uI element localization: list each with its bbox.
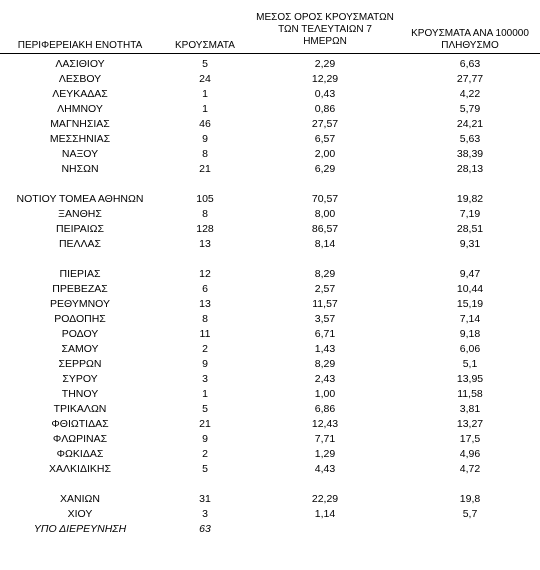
per100k-cell: 13,95 (456, 373, 484, 385)
per100k-cell: 6,63 (459, 58, 481, 70)
header-cases-per-100k (400, 28, 540, 52)
average-cell: 1,43 (314, 343, 336, 355)
average-cell: 8,29 (314, 358, 336, 370)
average-cell: 6,71 (314, 328, 336, 340)
per100k-cell: 4,72 (459, 463, 481, 475)
region-cell: ΜΕΣΣΗΝΙΑΣ (49, 133, 111, 145)
average-cell: 3,57 (314, 313, 336, 325)
cases-cell: 128 (196, 223, 214, 235)
region-cell: ΤΡΙΚΑΛΩΝ (53, 403, 107, 415)
cases-cell: 105 (196, 193, 214, 205)
table-row (0, 162, 540, 177)
cases-cell: 5 (202, 463, 208, 475)
header-avg-line-2: ΤΩΝ ΤΕΛΕΥΤΑΙΩΝ 7 (278, 24, 372, 35)
region-cell: ΣΕΡΡΩΝ (58, 358, 102, 370)
per100k-cell: 9,18 (459, 328, 481, 340)
cases-cell: 13 (199, 298, 211, 310)
cases-cell: 1 (202, 103, 208, 115)
table-row (0, 447, 540, 462)
per100k-cell: 13,27 (456, 418, 484, 430)
average-cell: 0,86 (314, 103, 336, 115)
table-row (0, 102, 540, 117)
table-row (0, 87, 540, 102)
region-cell: ΦΛΩΡΙΝΑΣ (52, 433, 108, 445)
cases-cell: 8 (202, 148, 208, 160)
per100k-cell: 28,13 (456, 163, 484, 175)
table-row (0, 57, 540, 72)
region-cell: ΠΕΙΡΑΙΩΣ (56, 223, 104, 235)
cases-cell: 3 (202, 508, 208, 520)
cases-cell: 8 (202, 208, 208, 220)
per100k-cell: 3,81 (459, 403, 481, 415)
average-cell: 2,29 (314, 58, 336, 70)
cases-cell: 1 (202, 388, 208, 400)
cases-cell: 9 (202, 133, 208, 145)
cases-cell: 31 (199, 493, 211, 505)
header-divider (0, 53, 540, 54)
average-cell: 1,00 (314, 388, 336, 400)
average-cell: 2,00 (314, 148, 336, 160)
cases-cell: 63 (199, 523, 211, 535)
cases-cell: 5 (202, 58, 208, 70)
region-cell: ΝΟΤΙΟΥ ΤΟΜΕΑ ΑΘΗΝΩΝ (16, 193, 144, 205)
cases-cell: 9 (202, 358, 208, 370)
cases-cell: 21 (199, 418, 211, 430)
per100k-cell: 27,77 (456, 73, 484, 85)
average-cell: 2,57 (314, 283, 336, 295)
per100k-cell: 5,63 (459, 133, 481, 145)
table-row (0, 207, 540, 222)
region-cell: ΦΩΚΙΔΑΣ (56, 448, 104, 460)
average-cell: 11,57 (312, 298, 338, 310)
region-cell: ΠΡΕΒΕΖΑΣ (52, 283, 108, 295)
table-header (0, 0, 540, 56)
cases-cell: 1 (202, 88, 208, 100)
region-cell: ΣΑΜΟΥ (61, 343, 99, 355)
average-cell: 8,14 (314, 238, 336, 250)
table-row (0, 342, 540, 357)
region-cell: ΦΘΙΩΤΙΔΑΣ (51, 418, 109, 430)
average-cell: 12,29 (311, 73, 339, 85)
region-cell: ΛΑΣΙΘΙΟΥ (55, 58, 105, 70)
per100k-cell: 10,44 (456, 283, 484, 295)
table-row (0, 147, 540, 162)
table-row (0, 462, 540, 477)
header-avg-line-1: ΜΕΣΟΣ ΟΡΟΣ ΚΡΟΥΣΜΑΤΩΝ (256, 12, 394, 23)
table-row (0, 357, 540, 372)
header-cases: ΚΡΟΥΣΜΑΤΑ (175, 40, 235, 51)
average-cell: 8,00 (314, 208, 336, 220)
header-seven-day-average (250, 12, 400, 48)
average-cell: 70,57 (311, 193, 339, 205)
average-cell: 0,43 (314, 88, 336, 100)
average-cell: 1,29 (314, 448, 336, 460)
average-cell: 1,14 (314, 508, 336, 520)
region-cell: ΧΑΛΚΙΔΙΚΗΣ (49, 463, 111, 475)
cases-cell: 2 (202, 448, 208, 460)
cases-cell: 46 (199, 118, 211, 130)
cases-cell: 12 (199, 268, 211, 280)
per100k-cell: 15,19 (456, 298, 484, 310)
per100k-cell: 4,96 (459, 448, 481, 460)
header-per100k-line-2: ΠΛΗΘΥΣΜΟ (441, 40, 499, 51)
cases-cell: 9 (202, 433, 208, 445)
table-row (0, 507, 540, 522)
table-row (0, 387, 540, 402)
per100k-cell: 9,31 (459, 238, 481, 250)
per100k-cell: 17,5 (459, 433, 481, 445)
cases-cell: 11 (199, 328, 211, 340)
average-cell: 8,29 (314, 268, 336, 280)
cases-cell: 2 (202, 343, 208, 355)
average-cell: 22,29 (311, 493, 339, 505)
region-cell: ΧΑΝΙΩΝ (60, 493, 100, 505)
average-cell: 6,86 (314, 403, 336, 415)
table-row (0, 327, 540, 342)
region-cell: ΡΟΔΟΠΗΣ (54, 313, 106, 325)
table-row (0, 492, 540, 507)
table-row (0, 432, 540, 447)
region-cell: ΡΕΘΥΜΝΟΥ (49, 298, 110, 310)
region-cell: ΛΕΣΒΟΥ (58, 73, 102, 85)
table-row (0, 372, 540, 387)
cases-cell: 8 (202, 313, 208, 325)
table-row (0, 222, 540, 237)
region-cell: ΣΥΡΟΥ (62, 373, 98, 385)
cases-cell: 24 (199, 73, 211, 85)
cases-cell: 5 (202, 403, 208, 415)
table-row (0, 417, 540, 432)
average-cell: 86,57 (311, 223, 339, 235)
header-avg-line-3: ΗΜΕΡΩΝ (303, 36, 347, 47)
per100k-cell: 5,1 (462, 358, 478, 370)
table-row (0, 237, 540, 252)
table-row (0, 267, 540, 282)
average-cell: 27,57 (311, 118, 339, 130)
region-cell: ΡΟΔΟΥ (61, 328, 99, 340)
table-row-under-investigation (0, 522, 540, 537)
region-cell: ΤΗΝΟΥ (61, 388, 99, 400)
header-per100k-line-1: ΚΡΟΥΣΜΑΤΑ ΑΝΑ 100000 (411, 28, 529, 39)
region-cell: ΝΗΣΩΝ (61, 163, 99, 175)
average-cell: 12,43 (311, 418, 339, 430)
region-cell: ΛΕΥΚΑΔΑΣ (52, 88, 108, 100)
per100k-cell: 38,39 (456, 148, 484, 160)
average-cell: 7,71 (314, 433, 336, 445)
region-cell: ΠΕΛΛΑΣ (58, 238, 102, 250)
average-cell: 2,43 (314, 373, 336, 385)
table-row (0, 297, 540, 312)
region-cell: ΥΠΟ ΔΙΕΡΕΥΝΗΣΗ (33, 523, 127, 535)
per100k-cell: 4,22 (459, 88, 481, 100)
table-row (0, 192, 540, 207)
region-cell: ΧΙΟΥ (67, 508, 93, 520)
per100k-cell: 5,79 (459, 103, 481, 115)
per100k-cell: 28,51 (456, 223, 484, 235)
region-cell: ΛΗΜΝΟΥ (57, 103, 103, 115)
table-row (0, 282, 540, 297)
header-region: ΠΕΡΙΦΕΡΕΙΑΚΗ ΕΝΟΤΗΤΑ (17, 40, 143, 51)
region-cell: ΞΑΝΘΗΣ (58, 208, 102, 220)
table-row (0, 312, 540, 327)
table-row (0, 402, 540, 417)
per100k-cell: 24,21 (456, 118, 484, 130)
table-row (0, 72, 540, 87)
per100k-cell: 19,82 (456, 193, 484, 205)
average-cell: 6,57 (314, 133, 336, 145)
per100k-cell: 7,14 (459, 313, 481, 325)
per100k-cell: 9,47 (459, 268, 481, 280)
per100k-cell: 7,19 (459, 208, 481, 220)
table-row (0, 132, 540, 147)
average-cell: 6,29 (314, 163, 336, 175)
per100k-cell: 5,7 (462, 508, 478, 520)
region-cell: ΝΑΞΟΥ (61, 148, 99, 160)
cases-cell: 6 (202, 283, 208, 295)
per100k-cell: 11,58 (457, 388, 483, 400)
region-cell: ΜΑΓΝΗΣΙΑΣ (50, 118, 110, 130)
cases-cell: 21 (199, 163, 211, 175)
region-cell: ΠΙΕΡΙΑΣ (59, 268, 101, 280)
table-row (0, 117, 540, 132)
cases-cell: 3 (202, 373, 208, 385)
per100k-cell: 19,8 (459, 493, 481, 505)
cases-cell: 13 (199, 238, 211, 250)
average-cell: 4,43 (314, 463, 336, 475)
per100k-cell: 6,06 (459, 343, 481, 355)
